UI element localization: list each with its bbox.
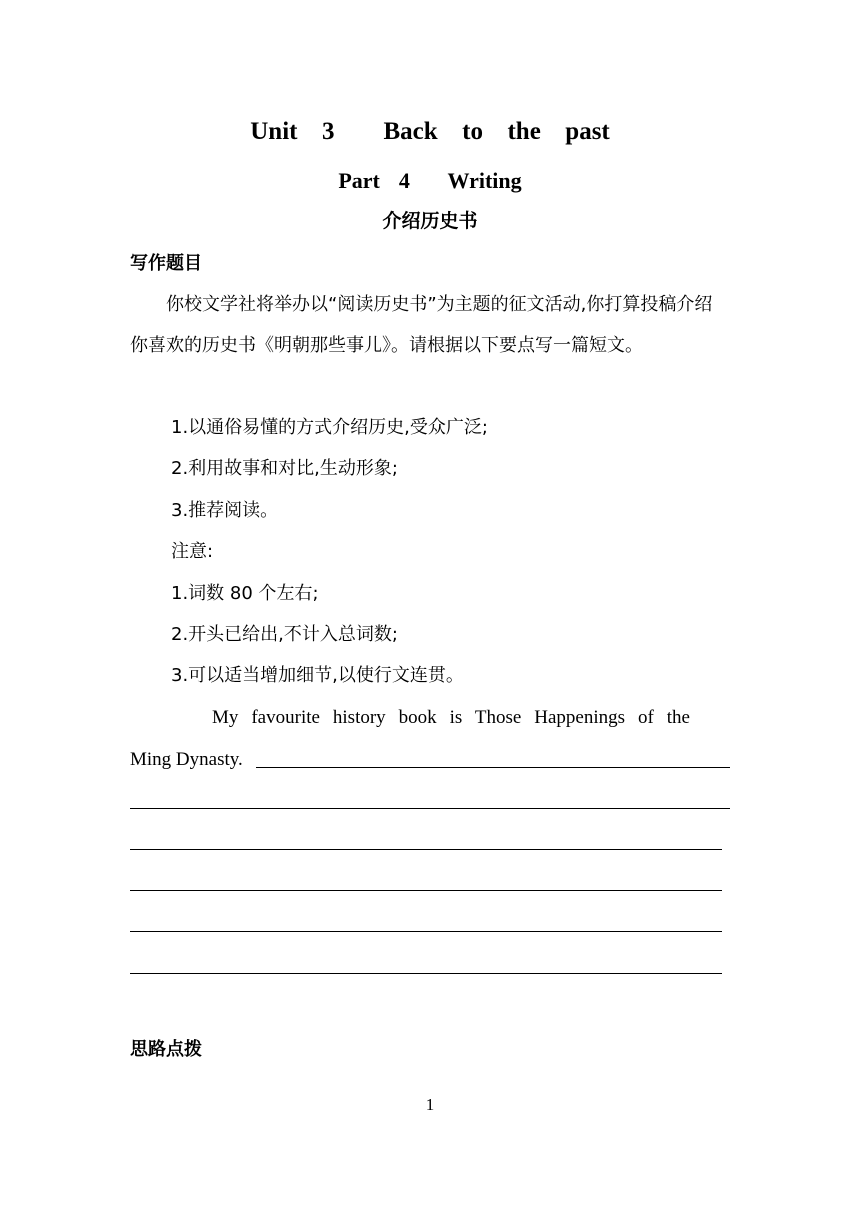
task-point-1: 1.以通俗易懂的方式介绍历史,受众广泛; — [171, 417, 488, 438]
answer-line[interactable] — [130, 808, 730, 809]
task-point-2: 2.利用故事和对比,生动形象; — [171, 458, 398, 479]
note-2: 2.开头已给出,不计入总词数; — [171, 624, 398, 645]
answer-line[interactable] — [130, 931, 722, 932]
answer-line[interactable] — [256, 767, 730, 768]
page-number: 1 — [425, 1095, 435, 1114]
writing-starter-line1: My favourite history book is Those Happenings of the — [212, 707, 690, 728]
note-1: 1.词数 80 个左右; — [171, 583, 319, 604]
writing-starter-line2: Ming Dynasty. — [130, 749, 243, 770]
hints-heading: 思路点拨 — [130, 1039, 202, 1060]
part-title: Part 4 Writing — [338, 168, 522, 193]
answer-line[interactable] — [130, 849, 722, 850]
task-heading: 写作题目 — [130, 253, 202, 274]
answer-line[interactable] — [130, 890, 722, 891]
task-point-3: 3.推荐阅读。 — [171, 500, 279, 521]
note-3: 3.可以适当增加细节,以使行文连贯。 — [171, 665, 464, 686]
task-prompt: 你校文学社将举办以“阅读历史书”为主题的征文活动,你打算投稿介绍你喜欢的历史书《明朝那些事儿》。请根据以下要点写一篇短文。 — [130, 294, 713, 356]
subtitle: 介绍历史书 — [382, 210, 478, 232]
answer-line[interactable] — [130, 973, 722, 974]
notes-heading: 注意: — [171, 541, 214, 562]
unit-title: Unit 3 Back to the past — [250, 118, 610, 145]
